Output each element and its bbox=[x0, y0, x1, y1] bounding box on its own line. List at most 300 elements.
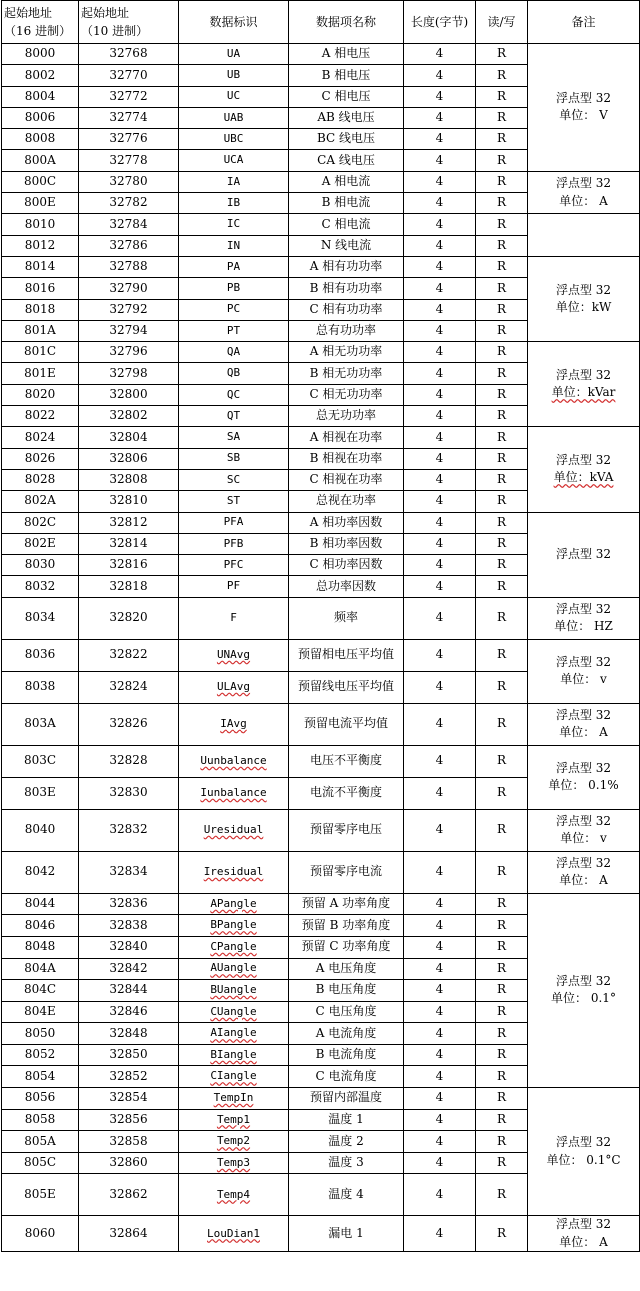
cell-length-text: 4 bbox=[435, 216, 444, 231]
cell-data-name-text: BC 线电压 bbox=[316, 131, 376, 146]
cell-dec-address bbox=[79, 342, 179, 363]
cell-hex-address-text: 8032 bbox=[24, 578, 56, 593]
cell-read-write bbox=[476, 278, 528, 299]
cell-length-text: 4 bbox=[435, 67, 444, 82]
cell-read-write bbox=[476, 384, 528, 405]
cell-read-write-text: R bbox=[496, 1090, 507, 1105]
cell-hex-address bbox=[2, 512, 79, 533]
note-type: 浮点型 32 bbox=[555, 654, 612, 669]
cell-data-name bbox=[289, 512, 404, 533]
cell-dec-address-text: 32812 bbox=[109, 514, 148, 529]
cell-dec-address bbox=[79, 809, 179, 851]
cell-read-write-text: R bbox=[496, 450, 507, 465]
cell-hex-address-text: 8030 bbox=[24, 557, 56, 572]
cell-data-id-text: ST bbox=[226, 494, 241, 508]
cell-length bbox=[404, 639, 476, 671]
cell-hex-address bbox=[2, 107, 79, 128]
cell-read-write-text: R bbox=[496, 259, 507, 274]
cell-dec-address bbox=[79, 491, 179, 512]
cell-data-id bbox=[179, 777, 289, 809]
cell-hex-address bbox=[2, 299, 79, 320]
cell-note bbox=[528, 342, 640, 427]
cell-data-id-text: BUangle bbox=[210, 983, 257, 997]
cell-read-write-text: R bbox=[496, 174, 507, 189]
cell-dec-address-text: 32768 bbox=[109, 46, 148, 61]
cell-length bbox=[404, 597, 476, 639]
cell-data-id bbox=[179, 893, 289, 915]
cell-read-write-text: R bbox=[496, 864, 507, 879]
cell-data-id-text: IC bbox=[226, 217, 241, 231]
cell-data-id bbox=[179, 1044, 289, 1066]
cell-data-id bbox=[179, 193, 289, 214]
cell-read-write-text: R bbox=[496, 679, 507, 694]
cell-data-name-text: B 相有功功率 bbox=[309, 280, 383, 295]
cell-length bbox=[404, 448, 476, 469]
cell-dec-address-text: 32860 bbox=[109, 1155, 148, 1170]
cell-read-write-text: R bbox=[496, 472, 507, 487]
cell-data-id-text: UA bbox=[226, 46, 241, 60]
cell-data-name bbox=[289, 1066, 404, 1088]
cell-length-text: 4 bbox=[435, 716, 444, 731]
cell-length-text: 4 bbox=[435, 822, 444, 837]
cell-data-name-text: 预留相电压平均值 bbox=[297, 647, 394, 662]
cell-length-text: 4 bbox=[435, 536, 444, 551]
cell-data-name bbox=[289, 597, 404, 639]
cell-length-text: 4 bbox=[435, 753, 444, 768]
cell-dec-address-text: 32852 bbox=[109, 1068, 148, 1083]
cell-read-write bbox=[476, 150, 528, 171]
cell-dec-address bbox=[79, 406, 179, 427]
cell-read-write-text: R bbox=[496, 344, 507, 359]
cell-length bbox=[404, 1152, 476, 1174]
cell-dec-address bbox=[79, 299, 179, 320]
cell-data-id bbox=[179, 384, 289, 405]
cell-length-text: 4 bbox=[435, 429, 444, 444]
cell-data-id bbox=[179, 363, 289, 384]
note-type: 浮点型 32 bbox=[555, 760, 612, 775]
cell-data-name bbox=[289, 1001, 404, 1023]
cell-read-write bbox=[476, 235, 528, 256]
cell-hex-address bbox=[2, 597, 79, 639]
cell-data-id bbox=[179, 299, 289, 320]
cell-dec-address-text: 32820 bbox=[109, 610, 148, 625]
cell-length bbox=[404, 235, 476, 256]
cell-dec-address bbox=[79, 171, 179, 192]
cell-data-name-text: 预留内部温度 bbox=[309, 1090, 382, 1105]
cell-hex-address bbox=[2, 65, 79, 86]
cell-data-id-text: PA bbox=[226, 259, 241, 273]
header-start-hex: 起始地址 （16 进制） bbox=[2, 1, 79, 44]
cell-hex-address bbox=[2, 671, 79, 703]
cell-data-name-text: C 相有功功率 bbox=[309, 301, 383, 316]
cell-data-id-text: PF bbox=[226, 579, 241, 593]
table-row bbox=[2, 745, 640, 777]
cell-data-name bbox=[289, 1109, 404, 1131]
cell-dec-address bbox=[79, 576, 179, 597]
cell-length bbox=[404, 555, 476, 576]
cell-read-write-text: R bbox=[496, 536, 507, 551]
cell-dec-address-text: 32802 bbox=[109, 408, 148, 423]
cell-data-id bbox=[179, 214, 289, 235]
cell-hex-address bbox=[2, 320, 79, 341]
cell-hex-address bbox=[2, 809, 79, 851]
cell-length-text: 4 bbox=[435, 864, 444, 879]
cell-length bbox=[404, 777, 476, 809]
cell-note bbox=[528, 1088, 640, 1216]
cell-data-name bbox=[289, 1088, 404, 1110]
cell-hex-address-text: 8054 bbox=[24, 1068, 56, 1083]
cell-hex-address bbox=[2, 893, 79, 915]
cell-length bbox=[404, 512, 476, 533]
cell-dec-address bbox=[79, 150, 179, 171]
cell-data-id-text: TempIn bbox=[213, 1091, 254, 1105]
cell-data-name bbox=[289, 980, 404, 1002]
cell-length-text: 4 bbox=[435, 1025, 444, 1040]
cell-hex-address-text: 8040 bbox=[24, 822, 56, 837]
cell-read-write bbox=[476, 299, 528, 320]
cell-dec-address-text: 32818 bbox=[109, 578, 148, 593]
cell-read-write-text: R bbox=[496, 514, 507, 529]
cell-length bbox=[404, 533, 476, 554]
cell-data-name bbox=[289, 1216, 404, 1252]
cell-read-write-text: R bbox=[496, 1155, 507, 1170]
cell-data-id bbox=[179, 1001, 289, 1023]
cell-data-name-text: C 电流角度 bbox=[315, 1068, 377, 1083]
cell-hex-address-text: 803C bbox=[23, 753, 57, 768]
cell-length bbox=[404, 893, 476, 915]
cell-data-id bbox=[179, 448, 289, 469]
cell-length bbox=[404, 980, 476, 1002]
cell-data-name-text: 预留零序电压 bbox=[309, 822, 382, 837]
cell-dec-address-text: 32838 bbox=[109, 917, 148, 932]
cell-hex-address bbox=[2, 639, 79, 671]
cell-hex-address bbox=[2, 1216, 79, 1252]
cell-length-text: 4 bbox=[435, 1068, 444, 1083]
cell-data-id bbox=[179, 1131, 289, 1153]
note-unit: 单位：kW bbox=[555, 300, 612, 315]
cell-hex-address-text: 8050 bbox=[24, 1025, 56, 1040]
cell-read-write bbox=[476, 256, 528, 277]
cell-read-write-text: R bbox=[496, 610, 507, 625]
cell-data-id bbox=[179, 65, 289, 86]
cell-data-id-text: Iresidual bbox=[203, 864, 264, 878]
cell-data-id bbox=[179, 1109, 289, 1131]
cell-read-write-text: R bbox=[496, 131, 507, 146]
cell-read-write bbox=[476, 107, 528, 128]
cell-data-name-text: A 电流角度 bbox=[315, 1025, 377, 1040]
cell-data-id-text: BIangle bbox=[210, 1047, 257, 1061]
cell-length bbox=[404, 1174, 476, 1216]
cell-read-write bbox=[476, 936, 528, 958]
cell-hex-address-text: 803E bbox=[24, 785, 56, 800]
cell-read-write bbox=[476, 777, 528, 809]
cell-dec-address-text: 32826 bbox=[109, 716, 148, 731]
cell-hex-address-text: 8022 bbox=[24, 408, 56, 423]
cell-length-text: 4 bbox=[435, 174, 444, 189]
cell-data-name-text: 电压不平衡度 bbox=[309, 753, 382, 768]
cell-data-id bbox=[179, 427, 289, 448]
cell-read-write bbox=[476, 65, 528, 86]
cell-hex-address bbox=[2, 171, 79, 192]
cell-length bbox=[404, 671, 476, 703]
cell-dec-address-text: 32822 bbox=[109, 647, 148, 662]
cell-data-id-text: CIangle bbox=[210, 1069, 257, 1083]
cell-hex-address-text: 8036 bbox=[24, 647, 56, 662]
cell-data-id-text: Iunbalance bbox=[200, 785, 267, 799]
cell-dec-address-text: 32810 bbox=[109, 493, 148, 508]
cell-data-id-text: Temp3 bbox=[216, 1155, 251, 1169]
cell-note bbox=[528, 703, 640, 745]
cell-read-write bbox=[476, 809, 528, 851]
cell-data-id-text: BPangle bbox=[210, 918, 257, 932]
cell-dec-address bbox=[79, 193, 179, 214]
cell-dec-address bbox=[79, 129, 179, 150]
cell-length-text: 4 bbox=[435, 237, 444, 252]
cell-read-write-text: R bbox=[496, 647, 507, 662]
cell-hex-address-text: 800E bbox=[24, 195, 56, 210]
cell-dec-address bbox=[79, 777, 179, 809]
cell-dec-address-text: 32790 bbox=[109, 280, 148, 295]
cell-length-text: 4 bbox=[435, 46, 444, 61]
cell-note bbox=[528, 214, 640, 257]
cell-read-write bbox=[476, 533, 528, 554]
cell-data-id-text: UC bbox=[226, 89, 241, 103]
cell-dec-address bbox=[79, 893, 179, 915]
cell-hex-address-text: 805E bbox=[24, 1187, 56, 1202]
cell-length-text: 4 bbox=[435, 1047, 444, 1062]
cell-data-id-text: IB bbox=[226, 195, 241, 209]
note-unit: 单位： A bbox=[559, 193, 608, 208]
cell-dec-address bbox=[79, 235, 179, 256]
cell-hex-address-text: 805A bbox=[24, 1133, 56, 1148]
cell-data-name bbox=[289, 427, 404, 448]
cell-length bbox=[404, 1023, 476, 1045]
note-unit: 单位： A bbox=[559, 1234, 608, 1249]
cell-read-write-text: R bbox=[496, 716, 507, 731]
table-row bbox=[2, 851, 640, 893]
note-unit: 单位： 0.1% bbox=[548, 778, 619, 793]
cell-data-id-text: PC bbox=[226, 302, 241, 316]
cell-length-text: 4 bbox=[435, 1187, 444, 1202]
cell-dec-address bbox=[79, 597, 179, 639]
cell-dec-address bbox=[79, 384, 179, 405]
cell-length-text: 4 bbox=[435, 557, 444, 572]
cell-data-name-text: A 相视在功率 bbox=[309, 429, 383, 444]
cell-read-write bbox=[476, 958, 528, 980]
cell-data-id bbox=[179, 150, 289, 171]
cell-dec-address-text: 32856 bbox=[109, 1112, 148, 1127]
note-unit: 单位： V bbox=[559, 108, 608, 123]
cell-hex-address-text: 804C bbox=[23, 982, 57, 997]
header-data-id: 数据标识 bbox=[179, 1, 289, 44]
cell-data-name-text: A 相电流 bbox=[321, 174, 371, 189]
cell-data-id bbox=[179, 809, 289, 851]
cell-dec-address bbox=[79, 745, 179, 777]
cell-read-write-text: R bbox=[496, 216, 507, 231]
cell-read-write bbox=[476, 597, 528, 639]
cell-length bbox=[404, 256, 476, 277]
cell-read-write-text: R bbox=[496, 1047, 507, 1062]
cell-length-text: 4 bbox=[435, 917, 444, 932]
cell-hex-address-text: 8056 bbox=[24, 1090, 56, 1105]
cell-length bbox=[404, 65, 476, 86]
cell-data-name bbox=[289, 235, 404, 256]
cell-dec-address bbox=[79, 533, 179, 554]
cell-data-id-text: Temp2 bbox=[216, 1134, 251, 1148]
cell-length-text: 4 bbox=[435, 1090, 444, 1105]
cell-length bbox=[404, 384, 476, 405]
cell-hex-address bbox=[2, 555, 79, 576]
cell-data-id-text: IN bbox=[226, 238, 241, 252]
cell-read-write bbox=[476, 320, 528, 341]
cell-dec-address-text: 32784 bbox=[109, 216, 148, 231]
cell-length bbox=[404, 107, 476, 128]
cell-data-id-text: PT bbox=[226, 323, 241, 337]
header-length: 长度(字节) bbox=[404, 1, 476, 44]
cell-data-id-text: Temp4 bbox=[216, 1187, 251, 1201]
table-row bbox=[2, 171, 640, 192]
cell-data-name bbox=[289, 809, 404, 851]
cell-length bbox=[404, 1131, 476, 1153]
cell-data-name bbox=[289, 703, 404, 745]
cell-read-write-text: R bbox=[496, 152, 507, 167]
cell-dec-address-text: 32776 bbox=[109, 131, 148, 146]
cell-length bbox=[404, 469, 476, 490]
cell-data-id-text: UB bbox=[226, 68, 241, 82]
cell-length-text: 4 bbox=[435, 1004, 444, 1019]
cell-data-id bbox=[179, 1023, 289, 1045]
cell-hex-address bbox=[2, 278, 79, 299]
cell-dec-address-text: 32794 bbox=[109, 323, 148, 338]
cell-data-id-text: SA bbox=[226, 430, 241, 444]
cell-read-write bbox=[476, 363, 528, 384]
cell-read-write-text: R bbox=[496, 1068, 507, 1083]
cell-hex-address-text: 800C bbox=[23, 174, 57, 189]
cell-hex-address bbox=[2, 1001, 79, 1023]
cell-hex-address bbox=[2, 1174, 79, 1216]
cell-read-write-text: R bbox=[496, 785, 507, 800]
cell-length bbox=[404, 491, 476, 512]
cell-length-text: 4 bbox=[435, 939, 444, 954]
note-type: 浮点型 32 bbox=[555, 282, 612, 297]
cell-data-name-text: C 相视在功率 bbox=[309, 472, 383, 487]
cell-length-text: 4 bbox=[435, 578, 444, 593]
cell-data-name-text: A 相无功功率 bbox=[309, 344, 383, 359]
cell-data-name-text: 预留 A 功率角度 bbox=[301, 896, 391, 911]
cell-hex-address bbox=[2, 851, 79, 893]
cell-read-write-text: R bbox=[496, 896, 507, 911]
cell-data-name bbox=[289, 469, 404, 490]
cell-dec-address-text: 32796 bbox=[109, 344, 148, 359]
cell-read-write-text: R bbox=[496, 280, 507, 295]
cell-data-id-text: PB bbox=[226, 281, 241, 295]
cell-data-name-text: 频率 bbox=[333, 610, 358, 625]
cell-hex-address-text: 801E bbox=[24, 365, 56, 380]
cell-dec-address bbox=[79, 1044, 179, 1066]
cell-data-name bbox=[289, 171, 404, 192]
cell-dec-address bbox=[79, 1023, 179, 1045]
cell-hex-address bbox=[2, 1044, 79, 1066]
cell-data-id bbox=[179, 469, 289, 490]
cell-hex-address-text: 8048 bbox=[24, 939, 56, 954]
cell-data-name-text: 预留电流平均值 bbox=[303, 716, 388, 731]
cell-note bbox=[528, 171, 640, 214]
cell-note bbox=[528, 639, 640, 703]
cell-data-id bbox=[179, 639, 289, 671]
cell-data-id bbox=[179, 1216, 289, 1252]
cell-hex-address-text: 8006 bbox=[24, 110, 56, 125]
cell-dec-address-text: 32858 bbox=[109, 1133, 148, 1148]
cell-length-text: 4 bbox=[435, 1225, 444, 1240]
cell-dec-address-text: 32846 bbox=[109, 1004, 148, 1019]
cell-read-write-text: R bbox=[496, 408, 507, 423]
cell-data-id-text: F bbox=[230, 610, 237, 624]
cell-data-name-text: 温度 4 bbox=[328, 1187, 364, 1202]
note-unit: 单位： HZ bbox=[554, 619, 613, 634]
cell-hex-address-text: 8042 bbox=[24, 864, 56, 879]
cell-data-name bbox=[289, 448, 404, 469]
cell-read-write-text: R bbox=[496, 1004, 507, 1019]
cell-data-id bbox=[179, 44, 289, 65]
cell-read-write bbox=[476, 1066, 528, 1088]
cell-data-id-text: IA bbox=[226, 174, 241, 188]
cell-data-name bbox=[289, 1023, 404, 1045]
cell-data-id bbox=[179, 1152, 289, 1174]
cell-hex-address-text: 8004 bbox=[24, 88, 56, 103]
cell-data-id bbox=[179, 980, 289, 1002]
cell-data-name bbox=[289, 533, 404, 554]
cell-read-write bbox=[476, 1001, 528, 1023]
cell-hex-address-text: 8010 bbox=[24, 216, 56, 231]
cell-data-id bbox=[179, 406, 289, 427]
cell-note bbox=[528, 44, 640, 172]
cell-read-write-text: R bbox=[496, 1187, 507, 1202]
cell-data-name bbox=[289, 1131, 404, 1153]
note-type: 浮点型 32 bbox=[555, 176, 612, 191]
cell-hex-address bbox=[2, 576, 79, 597]
cell-data-name-text: 预留线电压平均值 bbox=[297, 679, 394, 694]
cell-length bbox=[404, 1066, 476, 1088]
table-row bbox=[2, 427, 640, 448]
cell-hex-address bbox=[2, 1023, 79, 1045]
cell-read-write-text: R bbox=[496, 67, 507, 82]
cell-read-write bbox=[476, 448, 528, 469]
cell-read-write-text: R bbox=[496, 917, 507, 932]
cell-data-id-text: Uresidual bbox=[203, 822, 264, 836]
cell-hex-address-text: 802E bbox=[24, 536, 56, 551]
cell-read-write bbox=[476, 171, 528, 192]
cell-data-id-text: AUangle bbox=[210, 961, 257, 975]
cell-read-write bbox=[476, 1216, 528, 1252]
cell-dec-address-text: 32830 bbox=[109, 785, 148, 800]
cell-data-id-text: UBC bbox=[223, 132, 244, 146]
cell-dec-address-text: 32828 bbox=[109, 753, 148, 768]
cell-data-name-text: B 相功率因数 bbox=[309, 536, 383, 551]
cell-dec-address-text: 32770 bbox=[109, 67, 148, 82]
cell-data-id bbox=[179, 1066, 289, 1088]
cell-dec-address-text: 32806 bbox=[109, 450, 148, 465]
cell-data-id bbox=[179, 235, 289, 256]
cell-dec-address-text: 32772 bbox=[109, 88, 148, 103]
cell-note bbox=[528, 597, 640, 639]
cell-dec-address-text: 32786 bbox=[109, 237, 148, 252]
cell-hex-address bbox=[2, 193, 79, 214]
cell-hex-address-text: 8018 bbox=[24, 301, 56, 316]
cell-data-name bbox=[289, 65, 404, 86]
cell-read-write-text: R bbox=[496, 301, 507, 316]
cell-read-write bbox=[476, 980, 528, 1002]
cell-dec-address bbox=[79, 448, 179, 469]
